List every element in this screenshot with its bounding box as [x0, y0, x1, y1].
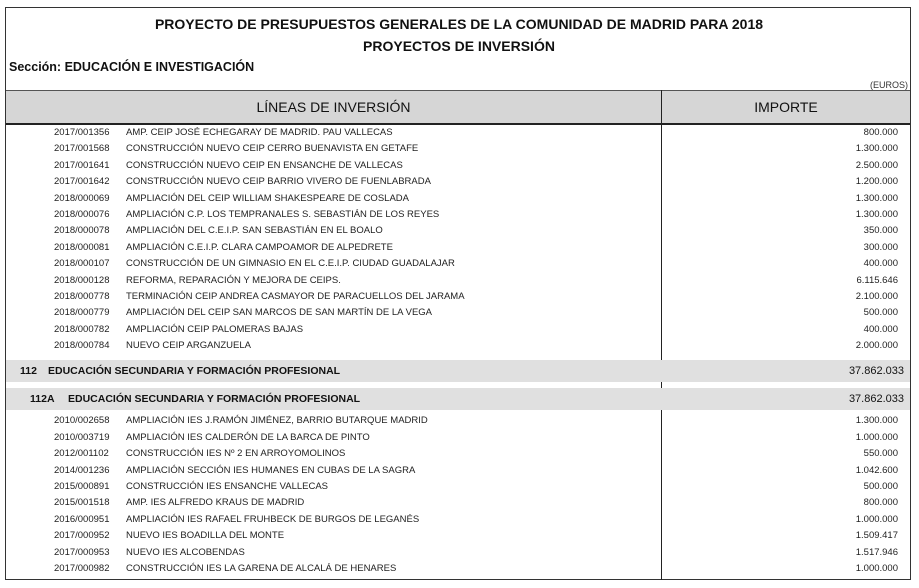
- project-code: 2018/000076: [54, 208, 110, 220]
- project-code: 2018/000107: [54, 258, 110, 270]
- table-row: [6, 289, 910, 305]
- column-header-lineas: LÍNEAS DE INVERSIÓN: [256, 99, 411, 115]
- project-description: CONSTRUCCIÓN IES ENSANCHE VALLECAS: [126, 481, 329, 493]
- project-code: 2017/000953: [54, 546, 110, 558]
- table-body: [6, 125, 910, 577]
- table-row: [6, 207, 910, 223]
- project-code: 2016/000951: [54, 513, 110, 525]
- program-code: 112: [20, 365, 37, 378]
- project-amount: 1.042.600: [855, 464, 898, 476]
- project-amount: 2.100.000: [855, 290, 898, 302]
- table-row: [6, 256, 910, 272]
- table-row: [6, 191, 910, 207]
- project-code: 2012/001102: [54, 448, 109, 460]
- subprogram-row: [6, 388, 910, 410]
- project-description: CONSTRUCCIÓN IES Nº 2 EN ARROYOMOLINOS: [126, 448, 346, 460]
- project-amount: 550.000: [863, 448, 898, 460]
- project-code: 2018/000128: [54, 274, 110, 286]
- project-description: CONSTRUCCIÓN DE UN GIMNASIO EN EL C.E.I.P. CIUDAD GUADALAJAR: [126, 258, 455, 270]
- table-row: [6, 561, 910, 577]
- project-amount: 400.000: [863, 323, 898, 335]
- project-amount: 1.200.000: [855, 176, 898, 188]
- project-description: AMPLIACIÓN SECCIÓN IES HUMANES EN CUBAS DE LA SAGRA: [126, 464, 416, 476]
- column-header-importe: IMPORTE: [754, 99, 818, 115]
- table-row: [6, 174, 910, 190]
- project-description: AMP. IES ALFREDO KRAUS DE MADRID: [126, 497, 305, 509]
- table-row: [6, 273, 910, 289]
- project-code: 2018/000779: [54, 307, 110, 319]
- table-row: [6, 141, 910, 157]
- project-description: AMPLIACIÓN C.E.I.P. CLARA CAMPOAMOR DE ALPEDRETE: [126, 241, 393, 253]
- project-amount: 1.509.417: [855, 530, 898, 542]
- project-code: 2017/000982: [54, 562, 110, 574]
- document-subtitle: PROYECTOS DE INVERSIÓN: [363, 38, 555, 54]
- row-group-primary: [6, 125, 910, 354]
- project-amount: 1.300.000: [855, 143, 898, 155]
- project-code: 2015/001518: [54, 497, 110, 509]
- section-label: Sección: EDUCACIÓN E INVESTIGACIÓN: [9, 60, 255, 74]
- table-row: [6, 413, 910, 429]
- project-description: AMPLIACIÓN C.P. LOS TEMPRANALES S. SEBASTIÁN DE LOS REYES: [126, 208, 440, 220]
- project-code: 2018/000078: [54, 225, 110, 237]
- project-amount: 800.000: [863, 127, 898, 138]
- project-amount: 300.000: [863, 241, 898, 253]
- project-amount: 400.000: [863, 258, 898, 270]
- project-code: 2017/001642: [54, 176, 110, 188]
- project-amount: 500.000: [863, 307, 898, 319]
- project-description: AMPLIACIÓN DEL C.E.I.P. SAN SEBASTIÁN EN EL BOALO: [126, 225, 383, 237]
- project-description: AMP. CEIP JOSÉ ECHEGARAY DE MADRID. PAU VALLECAS: [126, 127, 393, 138]
- units-label: (EUROS): [870, 80, 908, 90]
- project-amount: 1.000.000: [855, 431, 898, 443]
- project-code: 2014/001236: [54, 464, 110, 476]
- project-amount: 350.000: [863, 225, 898, 237]
- project-description: CONSTRUCCIÓN NUEVO CEIP BARRIO VIVERO DE FUENLABRADA: [126, 176, 431, 188]
- table-row: [6, 430, 910, 446]
- project-code: 2018/000782: [54, 323, 110, 335]
- project-amount: 2.000.000: [855, 340, 898, 352]
- subprogram-amount: 37.862.033: [848, 393, 904, 406]
- project-description: AMPLIACIÓN CEIP PALOMERAS BAJAS: [126, 323, 304, 335]
- project-description: NUEVO CEIP ARGANZUELA: [126, 340, 251, 352]
- row-group-secondary: [6, 413, 910, 577]
- project-description: AMPLIACIÓN IES RAFAEL FRUHBECK DE BURGOS DE LEGANÉS: [126, 513, 420, 525]
- project-description: AMPLIACIÓN DEL CEIP WILLIAM SHAKESPEARE DE COSLADA: [126, 192, 409, 204]
- table-row: [6, 446, 910, 462]
- table-row: [6, 125, 910, 141]
- project-code: 2018/000069: [54, 192, 110, 204]
- table-row: [6, 512, 910, 528]
- program-desc: EDUCACIÓN SECUNDARIA Y FORMACIÓN PROFESIONAL: [48, 365, 341, 378]
- subprogram-desc: EDUCACIÓN SECUNDARIA Y FORMACIÓN PROFESIONAL: [68, 393, 361, 406]
- project-code: 2018/000784: [54, 340, 110, 352]
- project-code: 2010/003719: [54, 431, 110, 443]
- project-amount: 1.300.000: [855, 208, 898, 220]
- project-amount: 800.000: [863, 497, 898, 509]
- document-page: [5, 7, 911, 580]
- project-code: 2017/001356: [54, 127, 110, 138]
- project-code: 2017/000952: [54, 530, 110, 542]
- project-code: 2017/001568: [54, 143, 110, 155]
- project-description: CONSTRUCCIÓN IES LA GARENA DE ALCALÁ DE HENARES: [126, 562, 397, 574]
- project-code: 2018/000081: [54, 241, 110, 253]
- table-row: [6, 338, 910, 354]
- project-amount: 6.115.646: [856, 274, 898, 286]
- table-row: [6, 223, 910, 239]
- table-row: [6, 495, 910, 511]
- project-code: 2017/001641: [54, 159, 110, 171]
- project-description: AMPLIACIÓN IES J.RAMÓN JIMÉNEZ, BARRIO BUTARQUE MADRID: [126, 415, 428, 427]
- table-row: [6, 305, 910, 321]
- project-code: 2010/002658: [54, 415, 110, 427]
- project-amount: 1.517.946: [855, 546, 898, 558]
- table-row: [6, 463, 910, 479]
- project-description: REFORMA, REPARACIÓN Y MEJORA DE CEIPS.: [126, 274, 341, 286]
- project-amount: 1.000.000: [855, 562, 898, 574]
- project-amount: 1.300.000: [855, 192, 898, 204]
- project-description: TERMINACIÓN CEIP ANDREA CASMAYOR DE PARACUELLOS DEL JARAMA: [126, 290, 465, 302]
- project-description: AMPLIACIÓN DEL CEIP SAN MARCOS DE SAN MARTÍN DE LA VEGA: [126, 307, 433, 319]
- table-header: [6, 90, 910, 125]
- project-amount: 2.500.000: [855, 159, 898, 171]
- table-row: [6, 528, 910, 544]
- project-code: 2015/000891: [54, 481, 110, 493]
- project-description: CONSTRUCCIÓN NUEVO CEIP EN ENSANCHE DE VALLECAS: [126, 159, 403, 171]
- project-amount: 500.000: [863, 481, 898, 493]
- document-title: PROYECTO DE PRESUPUESTOS GENERALES DE LA COMUNIDAD DE MADRID PARA 2018: [154, 16, 764, 32]
- table-row: [6, 545, 910, 561]
- table-row: [6, 322, 910, 338]
- project-amount: 1.000.000: [855, 513, 898, 525]
- project-code: 2018/000778: [54, 290, 110, 302]
- project-description: NUEVO IES BOADILLA DEL MONTE: [126, 530, 285, 542]
- project-description: NUEVO IES ALCOBENDAS: [126, 546, 245, 558]
- project-description: AMPLIACIÓN IES CALDERÓN DE LA BARCA DE PINTO: [126, 431, 370, 443]
- program-amount: 37.862.033: [848, 365, 904, 378]
- project-amount: 1.300.000: [855, 415, 898, 427]
- program-row: [6, 360, 910, 382]
- table-row: [6, 240, 910, 256]
- subprogram-code: 112A: [30, 393, 55, 406]
- project-description: CONSTRUCCIÓN NUEVO CEIP CERRO BUENAVISTA EN GETAFE: [126, 143, 419, 155]
- table-row: [6, 479, 910, 495]
- table-row: [6, 158, 910, 174]
